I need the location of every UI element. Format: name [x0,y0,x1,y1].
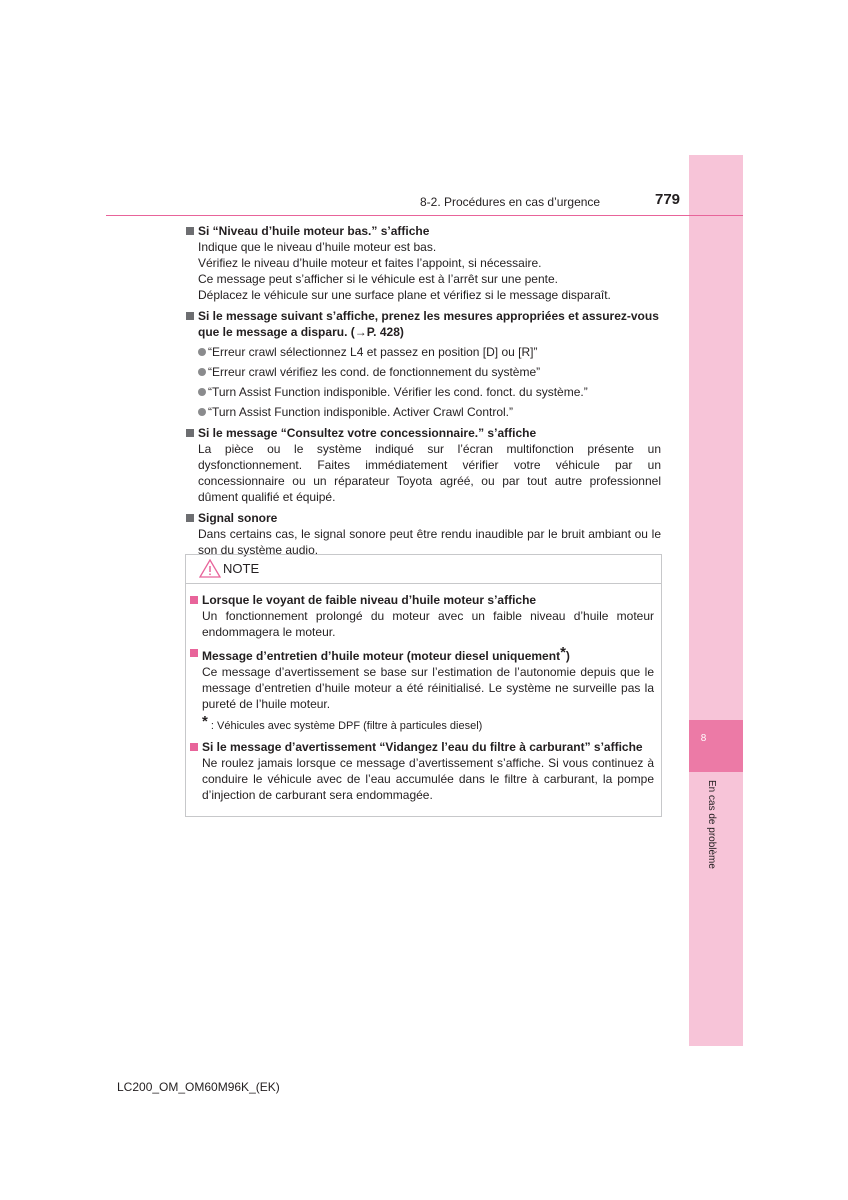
square-bullet-icon [186,514,194,522]
note-body [190,592,654,803]
text-line: Déplacez le véhicule sur une surface plane et vérifiez si le message disparaît. [198,288,611,302]
chapter-number-box [689,720,743,772]
circle-bullet-icon [198,388,206,396]
circle-bullet-icon [198,348,206,356]
section-heading: Signal sonore [186,510,661,526]
circle-bullet-icon [198,408,206,416]
page-number: 779 [655,191,681,208]
section-text: Dans certains cas, le signal sonore peut être rendu inaudible par le bruit ambiant ou le son du système audio. [198,527,661,557]
note-heading: Lorsque le voyant de faible niveau d’huile moteur s’affiche [190,592,654,608]
section-text: La pièce ou le système indiqué sur l’écran multifonction présente un dysfonctionnement. Faites immédiatement vérifier votre véhicule par un concessionnaire ou un réparateur Toyota agréé, ou par tout autre professionnel dûment qualifié et équipé. [198,442,661,504]
footnote: * : Véhicules avec système DPF (filtre à particules diesel) [202,713,483,732]
square-bullet-icon [186,429,194,437]
text-line: Indique que le niveau d’huile moteur est bas. [198,240,437,254]
section-heading: Si le message “Consultez votre concessionnaire.” s’affiche [186,425,661,441]
list-item: “Turn Assist Function indisponible. Activer Crawl Control.” [186,404,661,420]
text-line: Vérifiez le niveau d’huile moteur et faites l’appoint, si nécessaire. [198,256,542,270]
square-bullet-icon [190,596,198,604]
asterisk-mark: * [560,644,566,661]
note-box [185,554,662,817]
note-title: NOTE [223,561,260,576]
section-heading: Si le message suivant s’affiche, prenez les mesures appropriées et assurez-vous que le message a disparu. (→P. 428) [186,308,661,340]
note-text: Un fonctionnement prolongé du moteur avec un faible niveau d’huile moteur endommagera le moteur. [202,609,654,639]
chapter-side-tab [689,155,743,1046]
text-line: Ce message peut s’afficher si le véhicule est à l’arrêt sur une pente. [198,272,558,286]
list-item: “Erreur crawl vérifiez les cond. de fonctionnement du système” [186,364,661,380]
square-bullet-icon [186,312,194,320]
section-heading: Si “Niveau d’huile moteur bas.” s’affiche [186,223,661,239]
note-text: Ce message d’avertissement se base sur l’estimation de l’autonomie depuis que le message d’entretien d’huile moteur a été réinitialisé. Le système ne surveille pas la pureté de l’huile moteur. [202,665,654,711]
header-section-title: 8-2. Procédures en cas d’urgence [420,195,601,209]
square-bullet-icon [190,649,198,657]
list-item: “Erreur crawl sélectionnez L4 et passez en position [D] ou [R]” [186,344,661,360]
chapter-number: 8 [700,733,707,744]
note-text: Ne roulez jamais lorsque ce message d’avertissement s’affiche. Si vous continuez à conduire le véhicule avec de l’eau accumulée dans le filtre à carburant, la pompe d’injection de carburant sera endommagée. [202,756,654,802]
footer-code: LC200_OM_OM60M96K_(EK) [117,1080,280,1094]
square-bullet-icon [190,743,198,751]
note-heading: Si le message d’avertissement “Vidangez l’eau du filtre à carburant” s’affiche [190,739,654,755]
warning-triangle-icon [199,559,221,583]
header-divider [106,215,743,216]
circle-bullet-icon [198,368,206,376]
note-header [186,555,661,584]
square-bullet-icon [186,227,194,235]
asterisk-mark: * [202,713,208,730]
list-item: “Turn Assist Function indisponible. Vérifier les cond. fonct. du système.” [186,384,661,400]
main-content [186,223,661,558]
note-heading: Message d’entretien d’huile moteur (moteur diesel uniquement*) [190,645,654,664]
section-text [186,239,661,303]
chapter-title: En cas de problème [706,780,717,869]
